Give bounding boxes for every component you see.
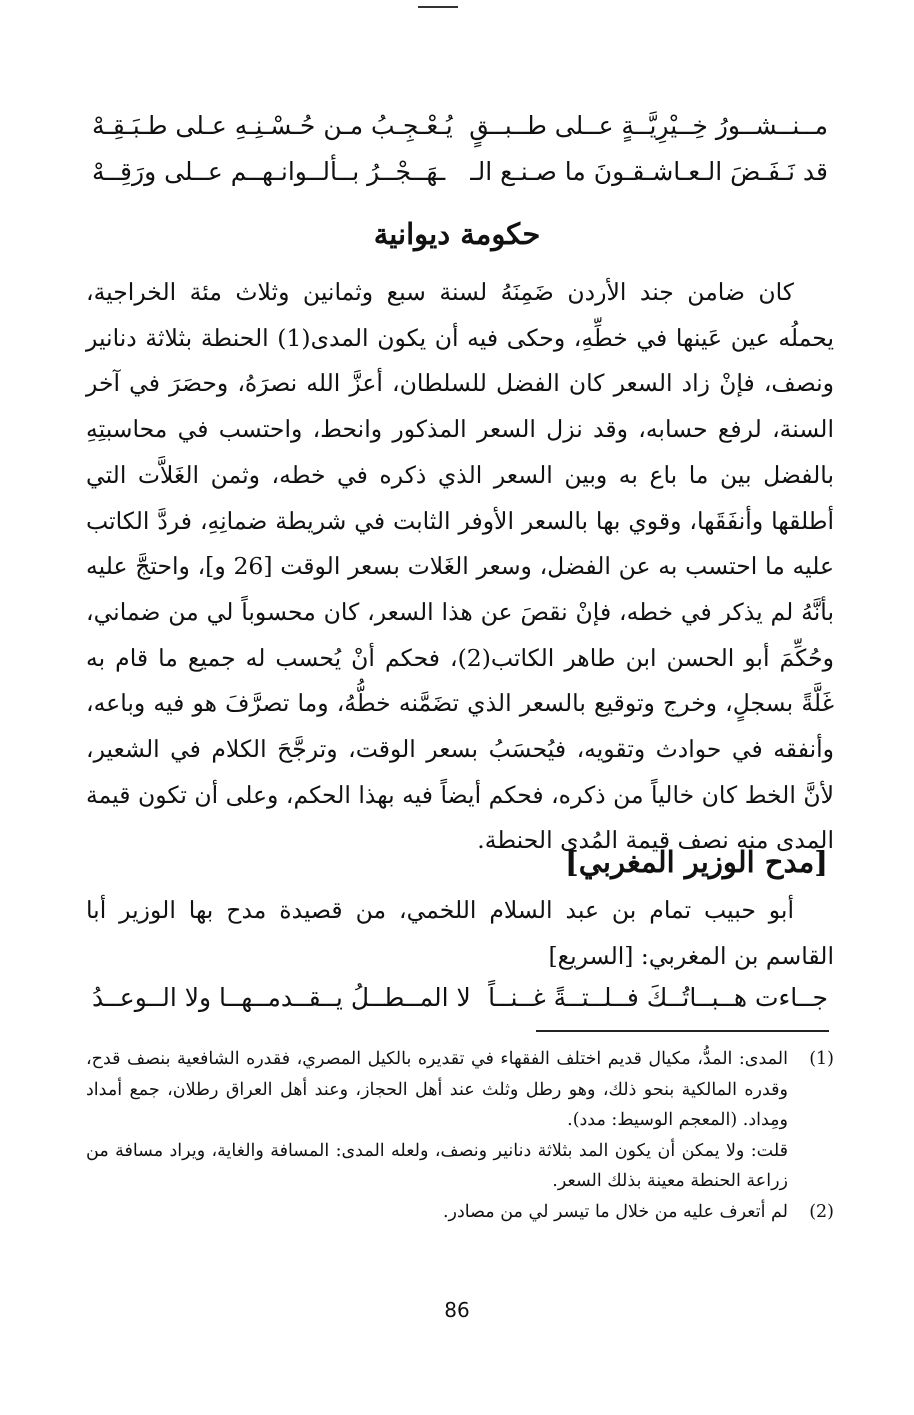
footnote (86, 1044, 834, 1197)
footnote-text: قلت: ولا يمكن أن يكون المد بثلاثة دنانير ونصف، ولعله المدى: المسافة والغاية، ويراد مسافة من زراعة الحنطة معينة بذلك السعر. (86, 1140, 788, 1191)
verse-line-2 (92, 150, 828, 194)
page-number: 86 (444, 1298, 470, 1322)
verse-hemistich-left: ـهَــجْــرُ بــألــوانـهــم عــلى ورَقِــهْ (92, 157, 446, 186)
body-paragraph: أبو حبيب تمام بن عبد السلام اللخمي، من قصيدة مدح بها الوزير أبا القاسم بن المغربي: [السريع] (86, 896, 834, 970)
footnote-number: (2) (809, 1201, 834, 1222)
verse-hemistich-right: جــاءت هــبــاتُــكَ فــلــتــةً غــنــاً (488, 983, 828, 1012)
section-body (86, 270, 834, 864)
footnotes (86, 1044, 834, 1227)
verse-hemistich-left: يُـعْـجِـبُ مـن حُـسْـنِـهِ عـلى طـبَـقِـهْ (92, 111, 453, 140)
verse-hemistich-right: مــنــشــورُ خِــيْرِيَّــةٍ عــلى طــبــقٍ (469, 111, 828, 140)
verse-hemistich-left: لا المــطــلُ يــقــدمــهــا ولا الــوعــدُ (92, 983, 471, 1012)
section-title: [مدح الوزير المغربي] (565, 845, 828, 879)
footnote-rule (536, 1030, 829, 1032)
footnote-text: المدى: المدُّ، مكيال قديم اختلف الفقهاء في تقديره بالكيل المصري، فقدره الشافعية بنصف قدح، وقدره المالكية بنحو ذلك، وهو رطل وثلث عند أهل الحجاز، وعند أهل العراق رطلان، جمع أمداد ومِداد. (المعجم الوسيط: مدد). (86, 1049, 788, 1130)
section-body (86, 888, 834, 979)
verse-line-3 (92, 976, 828, 1020)
footnote-number: (1) (809, 1049, 834, 1069)
verse-hemistich-right: قد نَـفَـضَ الـعـاشـقـونَ ما صـنـع الـ (470, 157, 828, 186)
section-title: حكومة ديوانية (373, 217, 541, 251)
footnote-text: لم أتعرف عليه من خلال ما تيسر لي من مصادر. (442, 1201, 788, 1222)
verse-line-1 (92, 104, 828, 148)
body-paragraph: كان ضامن جند الأردن ضَمِنَهُ لسنة سبع وثمانين وثلاث مئة الخراجية، يحملُه عين عَينها في خطِّهِ، وحكى فيه أن يكون المدى(1) الحنطة بثلاثة دنانير ونصف، فإنْ زاد السعر كان الفضل للسلطان، أعزَّ الله نصرَهُ، وحصَرَ في آخر السنة، لرفع حسابه، وقد نزل السعر المذكور وانحط، واحتسب في محاسبتِهِ بالفضل بين ما باع به وبين السعر الذي ذكره في خطه، وثمن الغَلاَّت التي أطلقها وأنفَقَها، وقوي بها بالسعر الأوفر الثابت في شريطة ضمانِهِ، فردَّ الكاتب عليه ما احتسب به عن الفضل، وسعر الغَلات بسعر الوقت [26 و]، واحتجَّ عليه بأنَّهُ لم يذكر في خطه، فإنْ نقصَ عن هذا السعر، كان محسوباً لي من ضماني، وحُكِّمَ أبو الحسن ابن طاهر الكاتب(2)، فحكم أنْ يُحسب له جميع ما قام به غَلَّةً بسجلٍ، وخرج وتوقيع بالسعر الذي تضَمَّنه خطُّهُ، وما تصرَّفَ هو فيه وباعه، وأنفقه في حوادث وتقويه، فيُحسَبُ بسعر الوقت، وترجَّحَ الكلام في الشعير، لأنَّ الخط كان خالياً من ذكره، فحكم أيضاً فيه بهذا الحكم، وعلى أن تكون قيمة المدى منه نصف قيمة المُدى الحنطة. (86, 278, 834, 855)
top-rule (418, 6, 458, 8)
footnote (86, 1197, 834, 1228)
